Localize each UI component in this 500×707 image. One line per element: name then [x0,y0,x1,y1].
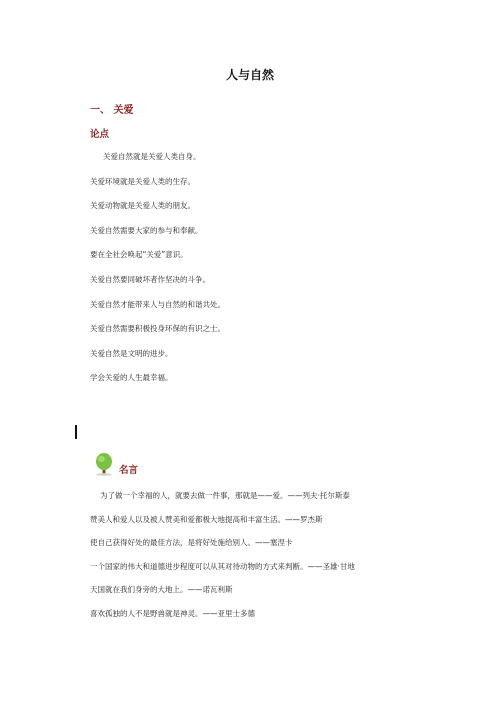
quote-line: 赞美人和爱人以及被人赞美和爱都极大地提高和丰富生活。——罗杰斯 [90,514,323,524]
quote-line: 使自己获得好处的最佳方法，是将好处施给别人。——塞涅卡 [90,538,293,548]
quote-line: 天国就在我们身旁的大地上。——诺瓦利斯 [90,585,233,595]
quote-list [90,491,420,633]
section-heading: 一、 关爱 [90,105,134,116]
text-cursor [75,425,77,439]
tree-icon [93,452,115,476]
argument-line: 关爱自然要同破坏者作坚决的斗争。 [90,274,210,284]
argument-line: 关爱自然是文明的进步。 [90,348,173,358]
argument-line: 学会关爱的人生最幸福。 [90,373,173,383]
argument-line: 关爱自然才能带来人与自然的和谐共处。 [90,299,225,309]
quotes-heading: 名言 [119,465,139,476]
argument-line: 关爱自然需要积极投身环保的有识之士。 [90,324,225,334]
argument-line: 关爱自然需要大家的参与和奉献。 [90,225,203,235]
page-title: 人与自然 [225,68,274,82]
argument-line: 关爱环境就是关爱人类的生存。 [90,176,195,186]
quote-line: 喜欢孤独的人不是野兽就是神灵。——亚里士多德 [90,608,255,618]
argument-line: 关爱动物就是关爱人类的朋友。 [90,201,195,211]
argument-line: 要在全社会唤起“关爱”意识。 [90,250,188,260]
argument-line: 关爱自然就是关爱人类自身。 [103,152,201,161]
subheading-arguments: 论点 [90,129,110,140]
quote-line: 为了做一个幸福的人，就要去做一件事，那就是——爱。——列夫·托尔斯泰 [100,491,350,500]
argument-list [90,152,420,398]
quote-line: 一个国家的伟大和道德进步程度可以从其对待动物的方式来判断。——圣雄·甘地 [90,561,355,571]
